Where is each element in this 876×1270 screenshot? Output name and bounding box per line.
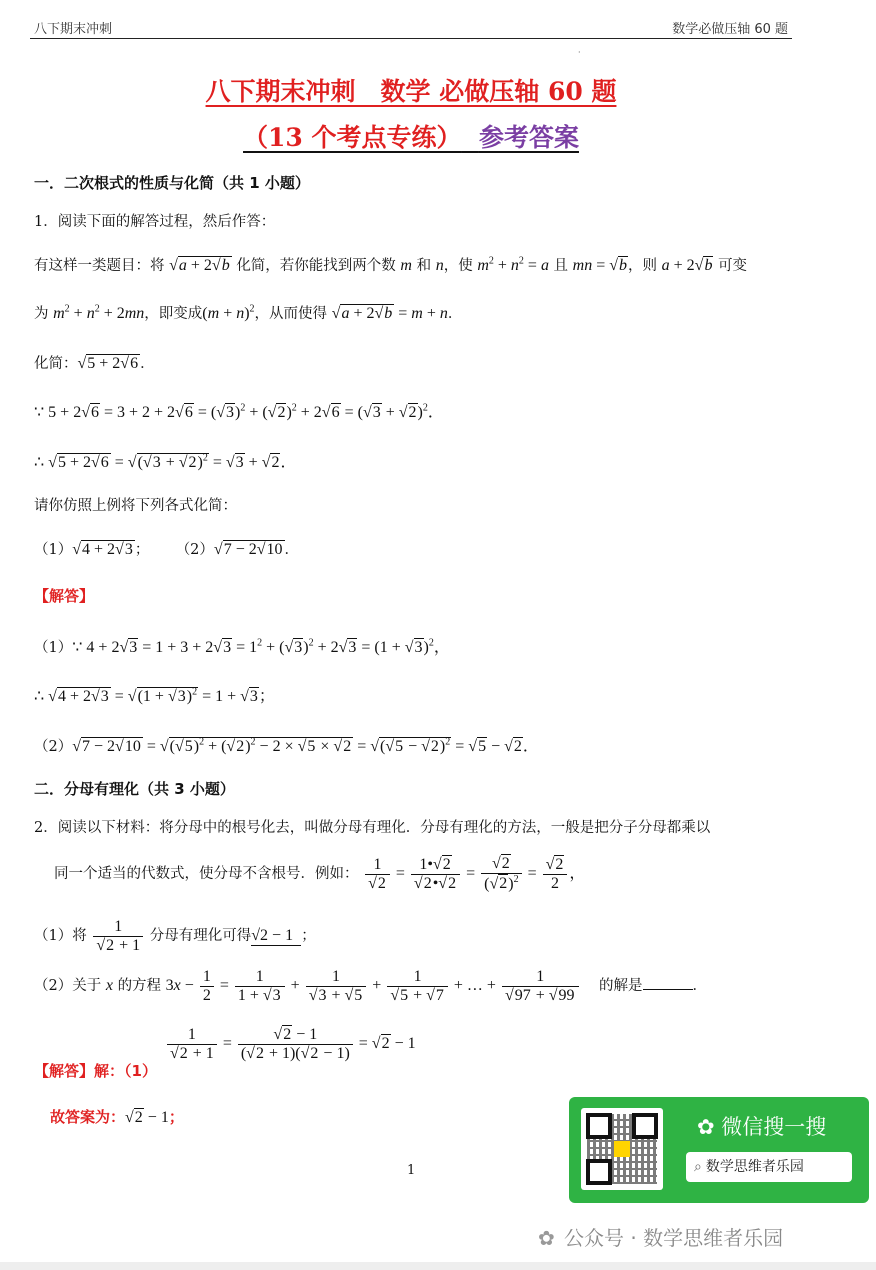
qr-logo-icon [614,1141,630,1157]
q1-line5: ∴ $√5 + 2√6 = √(√3 + √2)^2 = √3 + √2$． [34,452,297,471]
q2-part2: （2）关于 x 的方程 3x − $\frac{1}{2}$ = $\frac{1}{1 + √3}$ + $\frac{1}{√3 + √5}$ + $\frac{1}{√5 + √7}$ + … + $\frac{1}{√97 + √99}$ 的解是 ． [34,968,708,1004]
answer-blank-1: √2 − 1 [251,927,301,946]
wechat-official-icon: ✿ [538,1226,555,1250]
a1-line2: ∴ $√4 + 2√3 = √(1 + √3)^2 = 1 + √3$； [34,686,275,705]
wechat-search-box[interactable]: ⌕ 数学思维者乐园 [686,1152,852,1182]
page-title: 八下期末冲刺 数学 必做压轴 60 题 [205,77,617,106]
q1-intro: 1．阅读下面的解答过程，然后作答： [34,214,276,230]
header-left: 八下期末冲刺 [34,22,113,37]
q1-line6: 请你仿照上例将下列各式化简： [34,498,237,514]
q1-line1: 有这样一类题目：将 √a + 2√b 化简，若你能找到两个数 m 和 n，使 $m^2 + n^2 = a$ 且 mn = √b，则 a + 2√b 可变 [34,255,748,274]
answer-blank-2 [643,989,693,990]
q2-part1: （1）将 $\frac{1}{√2 + 1}$ 分母有理化可得√2 − 1 ； [34,918,316,954]
a1-line3: $(2)√7 - 2√10 = √(√5)^2 + (√2)^2 - 2 \times √5 \times √2 = √(√5 - √2)^2 = √5 - √2$． [34,736,539,755]
a1-line1: （1）∵ $4 + 2√3 = 1 + 3 + 2√3 = 1^2 + (√3)^2 + 2√3 = (1 + √3)^2$， [34,637,450,656]
search-icon: ⌕ [694,1159,702,1175]
q2-line2: 同一个适当的代数式，使分母不含根号．例如： $\frac{1}{√2}$ = $\frac{1•√2}{√2•√2}$ = $\frac{√2}{(√2)^2}$ = $\frac{√2}{2}$ ， [54,855,586,893]
wechat-icon: ✿ [697,1115,722,1139]
section-1-heading: 一．二次根式的性质与化简（共 1 小题） [34,174,310,192]
wechat-search-title: ✿ 微信搜一搜 [697,1115,827,1139]
q1-line2: 为 $m^2 + n^2 + 2mn$，即变成$(m + n)^2$，从而使得 √a + 2√b = m + n． [34,303,463,322]
page-subtitle: （13 个考点专练） 参考答案 [243,123,579,152]
header-right: 数学必做压轴 60 题 [672,22,788,37]
answer-label-1: 【解答】 [34,587,95,605]
wechat-search-card[interactable] [569,1097,869,1203]
dot-mark: · [578,48,581,57]
section-2-heading: 二．分母有理化（共 3 小题） [34,780,235,798]
a2-equation: $\frac{1}{√2 + 1}$ = $\frac{√2 - 1}{(√2 + 1)(√2 - 1)}$ = √2 − 1 [165,1026,416,1063]
q2-intro: 2．阅读以下材料：将分母中的根号化去，叫做分母有理化．分母有理化的方法，一般是把分子分母都乘以 [34,820,711,836]
q1-line4: ∵ $5 + 2√6 = 3 + 2 + 2√6 = (√3)^2 + (√2)^2 + 2√6 = (√3 + √2)^2$． [34,402,444,421]
q1-line3: 化简：√5 + 2√6 ． [34,355,155,372]
bottom-bar [0,1262,876,1270]
answer-label-2: 【解答】解：（1） [34,1062,157,1080]
page-number: 1 [407,1163,416,1178]
watermark-footer: ✿ 公众号 · 数学思维者乐园 [538,1226,784,1250]
final-answer: 故答案为：√2 − 1； [50,1108,184,1126]
header-divider [30,38,792,39]
qr-code [581,1108,663,1190]
q1-parts: （1）√4 + 2√3 ； （2）√7 − 2√10 ． [34,541,300,558]
